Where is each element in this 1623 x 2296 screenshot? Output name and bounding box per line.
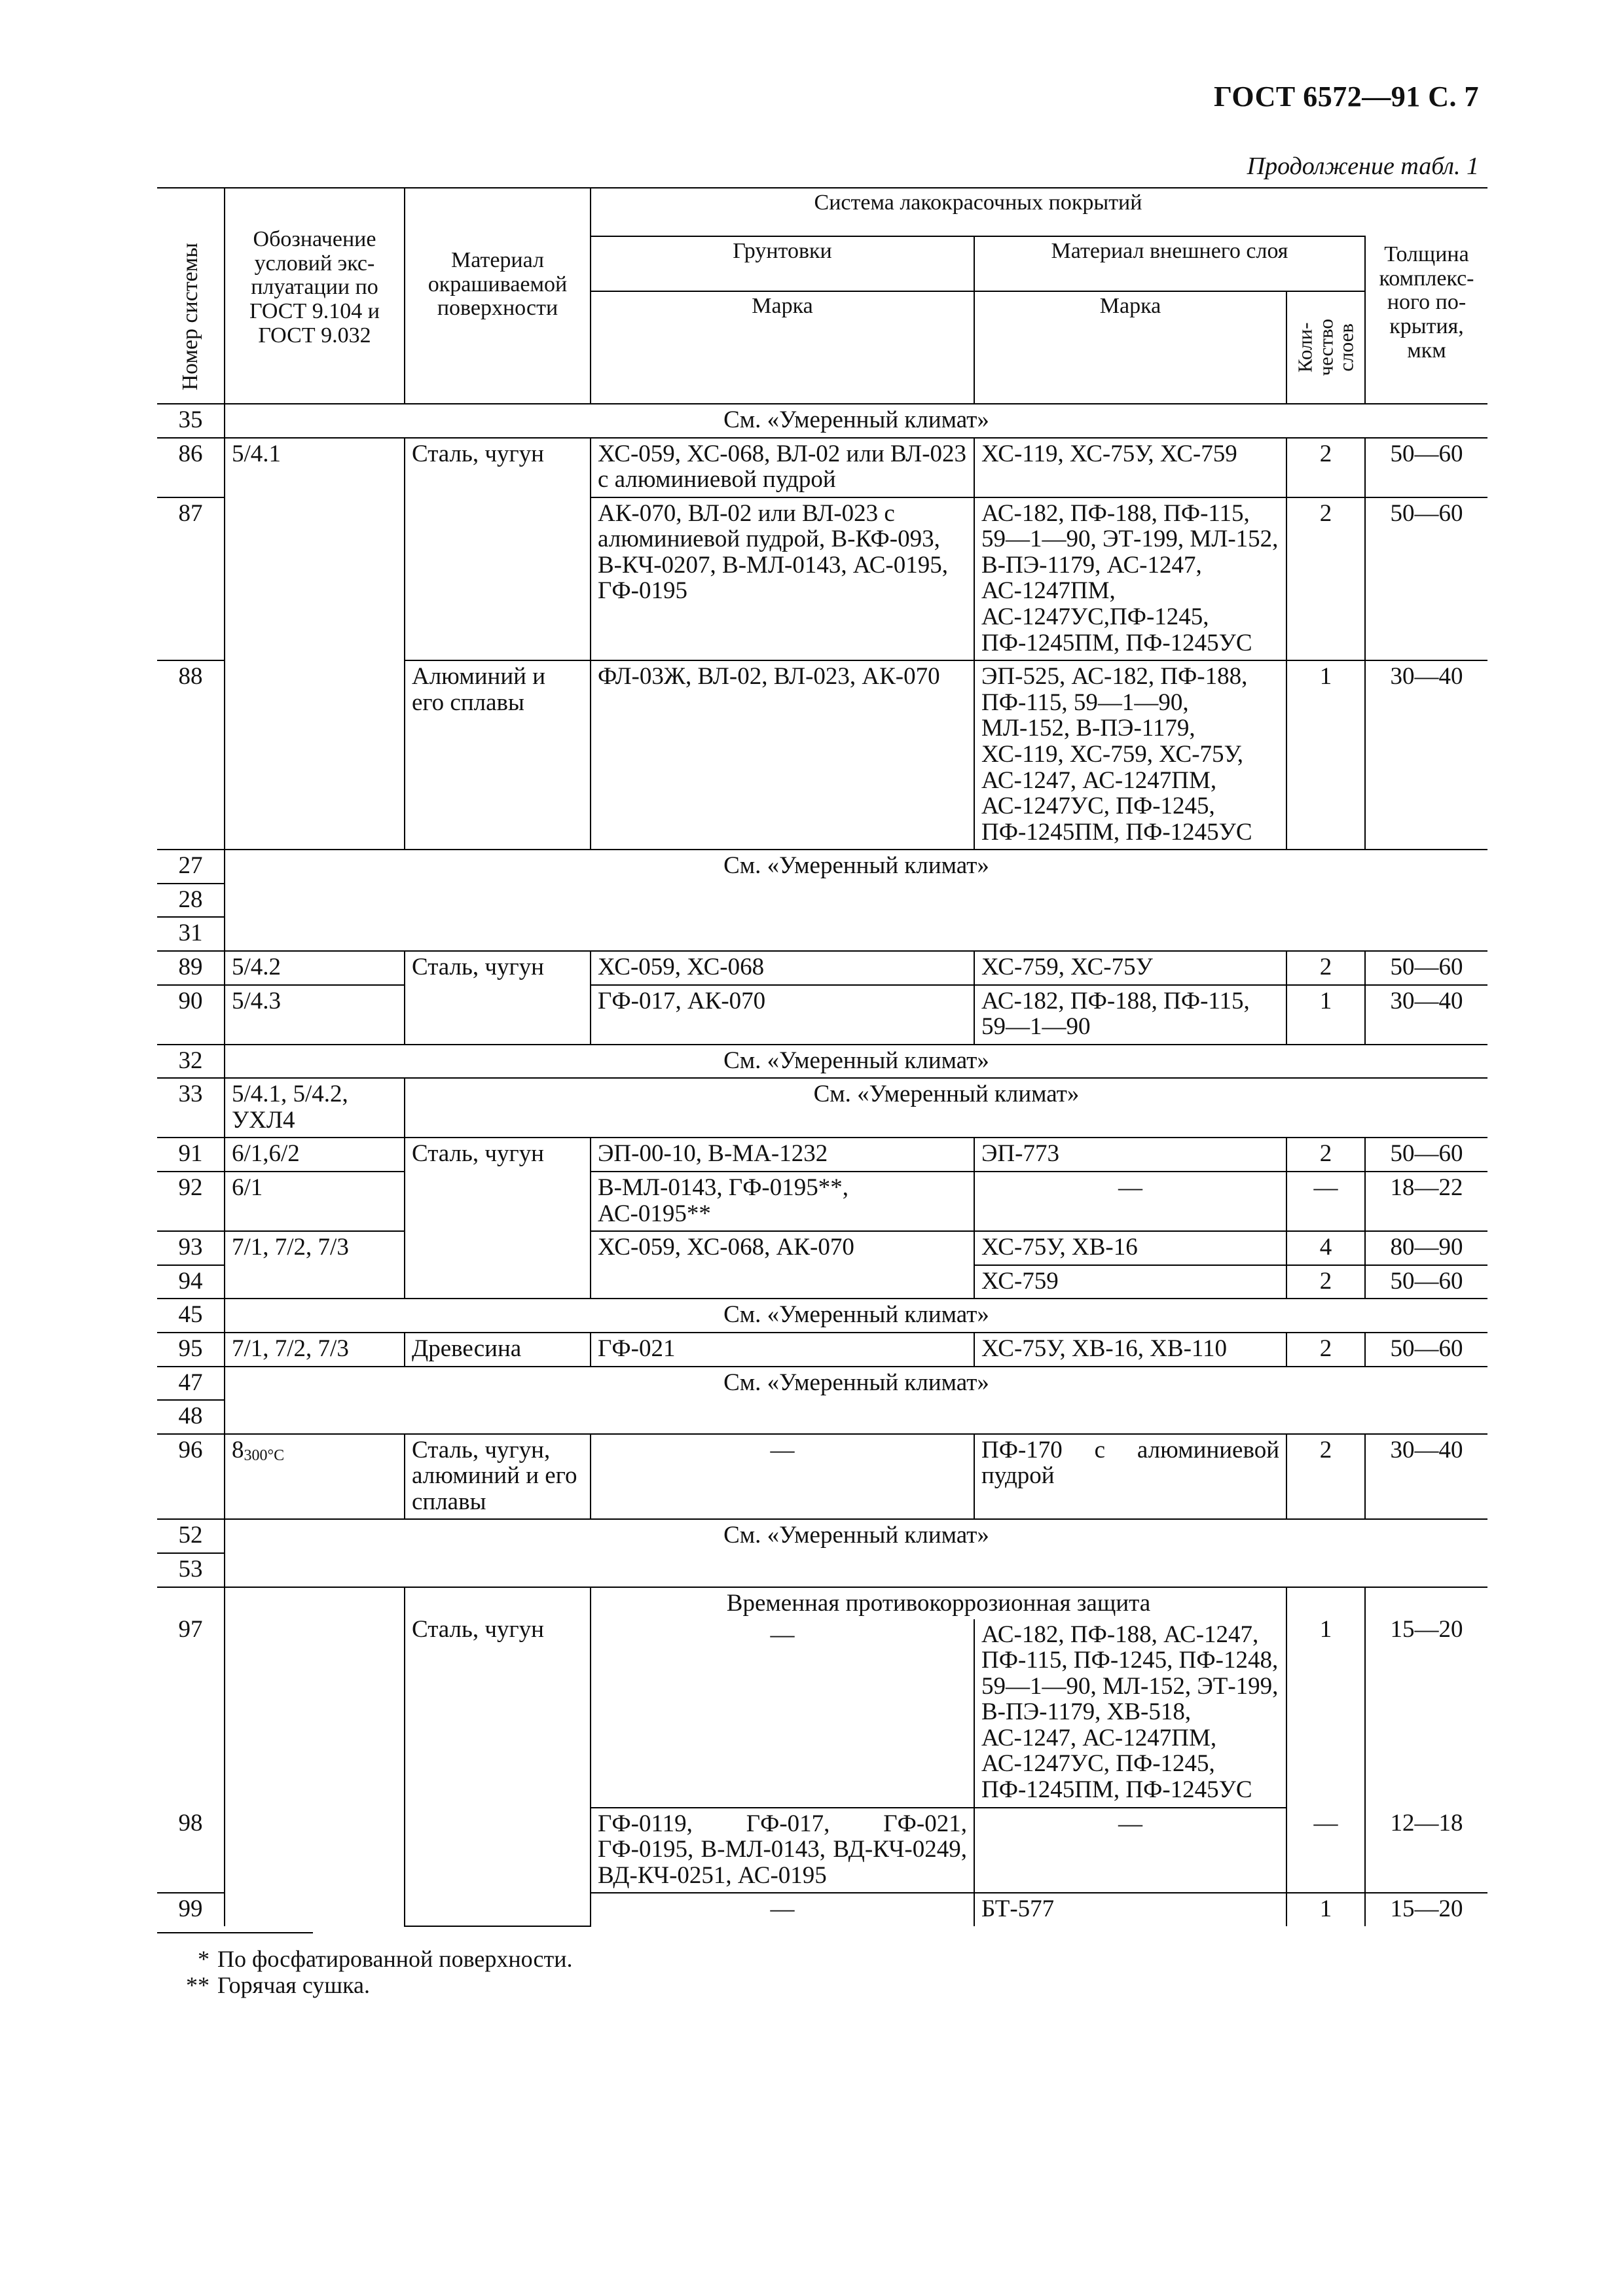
table-row: 87 АК-070, ВЛ-02 или ВЛ-023 с алюминиевой пудрой, В-КФ-093, В-КЧ-0207, В-МЛ-0143, АС-0195, ГФ-0195 АС-182, ПФ-188, ПФ-115, 59—1—90, ЭТ-199, МЛ-152, В-ПЭ-1179, АС-1247, АС-1247ПМ, АС-1247УС,ПФ-1245, ПФ-1245ПМ, ПФ-1245УС 2 50—60 — [157, 497, 1487, 660]
table-row: 95 7/1, 7/2, 7/3 Древесина ГФ-021 ХС-75У, ХВ-16, ХВ-110 2 50—60 — [157, 1333, 1487, 1367]
coating-systems-table — [157, 187, 1487, 1927]
table-row: 53 — [157, 1553, 1487, 1587]
table-row: 31 — [157, 917, 1487, 951]
header-grade-primer: Марка — [591, 291, 974, 404]
table-row: 90 5/4.3 ГФ-017, АК-070 АС-182, ПФ-188, ПФ-115, 59—1—90 1 30—40 — [157, 985, 1487, 1045]
footnotes — [157, 1932, 572, 1998]
header-system-number: Номер системы — [157, 188, 225, 404]
table-row: 99 — БТ-577 1 15—20 — [157, 1893, 1487, 1926]
table-continuation-label: Продолжение табл. 1 — [1247, 152, 1479, 180]
table-row: 28 — [157, 884, 1487, 918]
page-header: ГОСТ 6572—91 С. 7 — [1213, 81, 1479, 113]
table-row: 98 ГФ-0119, ГФ-017, ГФ-021, ГФ-0195, В-МЛ-0143, ВД-КЧ-0249, ВД-КЧ-0251, АС-0195 — — 12—18 — [157, 1808, 1487, 1893]
header-material: Материал окрашиваемой поверхности — [405, 188, 591, 404]
temporary-protection-label: Временная противокоррозионная защита — [726, 1589, 1151, 1617]
table-row: 27 См. «Умеренный климат» — [157, 850, 1487, 884]
table-row: 96 $8_{300^\circ C}$ Сталь, чугун, алюминий и его сплавы — ПФ-170 с алюминиевой пудрой 2 30—40 — [157, 1434, 1487, 1520]
table-row: 93 7/1, 7/2, 7/3 ХС-059, ХС-068, АК-070 ХС-75У, ХВ-16 4 80—90 — [157, 1231, 1487, 1265]
footnote: * По фосфатированной поверхности. — [198, 1946, 573, 1972]
table-row: 52 См. «Умеренный климат» — [157, 1519, 1487, 1553]
header-designation: Обозначение условий экс-плуатации по ГОСТ 9.104 и ГОСТ 9.032 — [225, 188, 405, 404]
table-row: 94 ХС-759 2 50—60 — [157, 1265, 1487, 1299]
table-row: 86 5/4.1 Сталь, чугун ХС-059, ХС-068, ВЛ-02 или ВЛ-023 с алюминиевой пудрой ХС-119, ХС-75У, ХС-759 2 50—60 — [157, 438, 1487, 497]
header-thickness: Толщина комплекс-ного по-крытия, мкм — [1365, 236, 1487, 404]
header-coating-system: Система лакокрасочных покрытий — [591, 188, 1365, 236]
table-row: 48 — [157, 1400, 1487, 1434]
footnote: ** Горячая сушка. — [186, 1971, 370, 1998]
table-row: 91 6/1,6/2 Сталь, чугун ЭП-00-10, В-МА-1232 ЭП-773 2 50—60 — [157, 1138, 1487, 1172]
table-row: 47 См. «Умеренный климат» — [157, 1367, 1487, 1401]
table-row: 97 Сталь, чугун Временная противокоррозионная защита 1 15—20 — [157, 1587, 1487, 1619]
table-row: 45 См. «Умеренный климат» — [157, 1299, 1487, 1333]
header-layers: Коли-чество слоев — [1286, 291, 1365, 404]
table-row: 35 См. «Умеренный климат» — [157, 404, 1487, 438]
header-grade-outer: Марка — [974, 291, 1286, 404]
table-row: 88 Алюминий и его сплавы ФЛ-03Ж, ВЛ-02, ВЛ-023, АК-070 ЭП-525, АС-182, ПФ-188, ПФ-115, 59—1—90, МЛ-152, В-ПЭ-1179, ХС-119, ХС-759, ХС-75У, АС-1247, АС-1247ПМ, АС-1247УС, ПФ-1245, ПФ-1245ПМ, ПФ-1245УС 1 30—40 — [157, 660, 1487, 850]
footnote-divider — [157, 1932, 313, 1933]
table-row: 32 См. «Умеренный климат» — [157, 1045, 1487, 1079]
table-row: 89 5/4.2 Сталь, чугун ХС-059, ХС-068 ХС-759, ХС-75У 2 50—60 — [157, 951, 1487, 985]
header-outer-material: Материал внешнего слоя — [974, 236, 1365, 291]
table-row: 92 6/1 В-МЛ-0143, ГФ-0195**, АС-0195** — — 18—22 — [157, 1172, 1487, 1231]
table-row: 33 5/4.1, 5/4.2, УХЛ4 См. «Умеренный климат» — [157, 1078, 1487, 1138]
header-primers: Грунтовки — [591, 236, 974, 291]
table-row: — АС-182, ПФ-188, АС-1247, ПФ-115, ПФ-1245, ПФ-1248, 59—1—90, МЛ-152, ЭТ-199, В-ПЭ-1179, ХВ-518, АС-1247, АС-1247ПМ, АС-1247УС, ПФ-1245, ПФ-1245ПМ, ПФ-1245УС — [157, 1619, 1487, 1808]
